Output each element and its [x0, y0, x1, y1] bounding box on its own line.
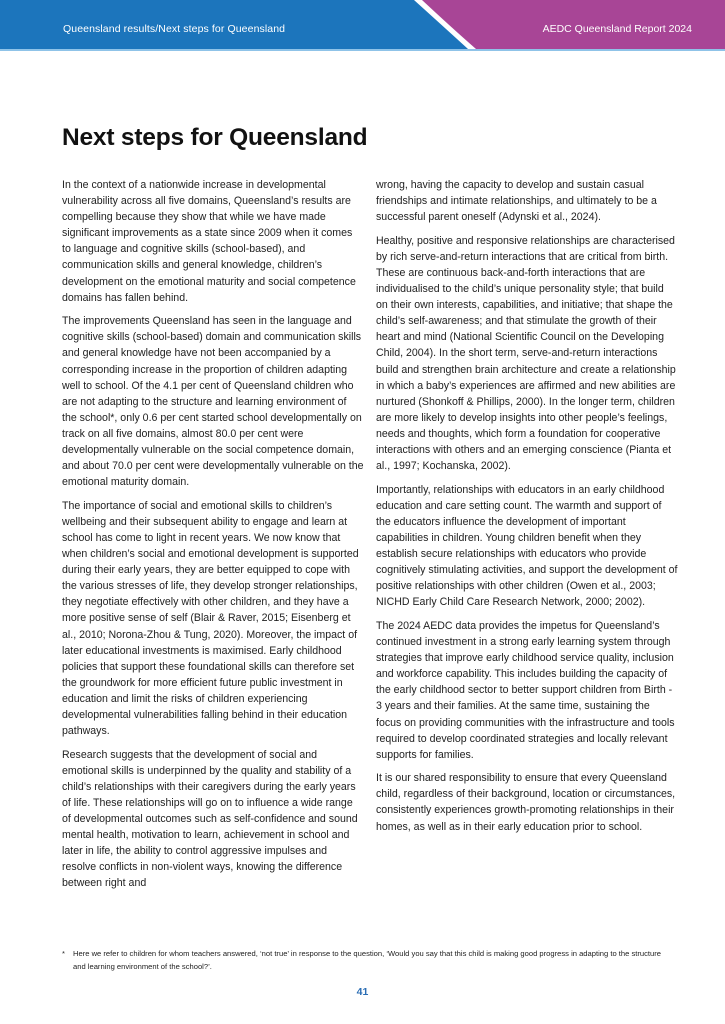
header-underline — [0, 49, 725, 51]
left-column — [62, 177, 364, 899]
paragraph: The improvements Queensland has seen in the language and cognitive skills (school-based) domain and communication skills and general knowledge have not been accompanied by a corresponding increase in the proportion of children adapting well to school. Of the 4.1 per cent of Queensland children who are not adapting to the structure and learning environment of the school*, only 0.6 per cent started school developmentally on track on all five domains, almost 80.0 per cent were developmentally vulnerable on the social competence domain, and about 70.0 per cent were developmentally vulnerable on the emotional maturity domain. — [62, 315, 364, 489]
paragraph: The importance of social and emotional skills to children’s wellbeing and their subsequent ability to engage and learn at school has come to light in recent years. We now know that when children’s social and emotional development is supported during their early years, they are better equipped to cope with the various stresses of life, they develop stronger relationships, they negotiate effectively with other children, and they have a more positive sense of self (Blair & Raver, 2015; Eisenberg et al., 2010; Norona-Zhou & Tung, 2020). Moreover, the impact of later educational investments is maximised. Early childhood policies that support these foundational skills can therefore set the groundwork for more efficient future public investment in education and limit the risks of children experiencing developmental vulnerabilities falling behind in their education pathways. — [62, 499, 359, 738]
paragraph: Research suggests that the development of social and emotional skills is underpinned by the quality and stability of a child’s relationships with their caregivers during the early years of life. These relationships will go on to influence a wide range of developmental outcomes such as self-confidence and sound mental health, motivation to learn, achievement in school and later in life, the ability to control aggressive impulses and resolve conflicts in non-violent ways, knowing the difference between right and — [62, 748, 358, 890]
paragraph: wrong, having the capacity to develop and sustain casual friendships and intimate relationships, and ultimately to be a successful parent oneself (Adynski et al., 2024). — [376, 179, 657, 224]
page-title: Next steps for Queensland — [62, 124, 368, 151]
right-column — [376, 177, 678, 842]
footnote-marker: * — [62, 949, 65, 958]
paragraph: The 2024 AEDC data provides the impetus for Queensland’s continued investment in a strong early learning system through strategies that improve early childhood service quality, inclusion and workforce capability. This includes building the capacity of the early childhood sector to better support children from Birth - 3 years and their families. At the same time, sustaining the focus on providing communities with the infrastructure and tools required to develop coordinated strategies and locally relevant supports for families. — [376, 619, 675, 761]
paragraph: It is our shared responsibility to ensure that every Queensland child, regardless of their background, location or circumstances, consistently experiences growth-promoting relationships in their homes, as well as in their early education prior to school. — [376, 772, 676, 833]
footnote-text: Here we refer to children for whom teachers answered, ‘not true’ in response to the question, ‘Would you say that this child is making good progress in adapting to the structure and learning environment of the school?’. — [73, 949, 661, 971]
report-title: AEDC Queensland Report 2024 — [542, 23, 692, 35]
paragraph: Healthy, positive and responsive relationships are characterised by rich serve-and-return interactions that are critical from birth. These are continuous back-and-forth interactions that are individualised to the child’s unique personality style; that build on their own interests, capabilities, and initiative; that shape the child’s self-awareness; and that stimulate the growth of their heart and mind (National Scientific Council on the Developing Child, 2004). In the short term, serve-and-return interactions build and strengthen brain architecture and create a relationship in which a baby’s experiences are affirmed and new abilities are nurtured (Shonkoff & Phillips, 2000). In the longer term, children are more likely to develop insights into other people’s feelings, needs and thoughts, which form a foundation for cooperative interactions with others and an emerging conscience (Pianta et al., 1997; Kochanska, 2002). — [376, 234, 676, 473]
paragraph: In the context of a nationwide increase in developmental vulnerability across all five domains, Queensland’s results are compelling because they show that while we have made significant improvements as a state since 2009 when it comes to language and cognitive skills (school-based), and communication skills and general knowledge, children’s development on the emotional maturity and social competence domains has fallen behind. — [62, 179, 356, 304]
footnote — [62, 948, 672, 973]
breadcrumb: Queensland results/Next steps for Queensland — [63, 23, 286, 35]
paragraph: Importantly, relationships with educators in an early childhood education and care setting count. The warmth and support of the educators influence the development of important capabilities in children. Young children benefit when they establish secure relationships with educators who provide cognitively stimulating activities, and support the development of positive relationships with other children (Owen et al., 2003; NICHD Early Child Care Research Network, 2000; 2002). — [376, 483, 678, 609]
page-number: 41 — [356, 986, 369, 998]
page-header — [0, 0, 725, 52]
